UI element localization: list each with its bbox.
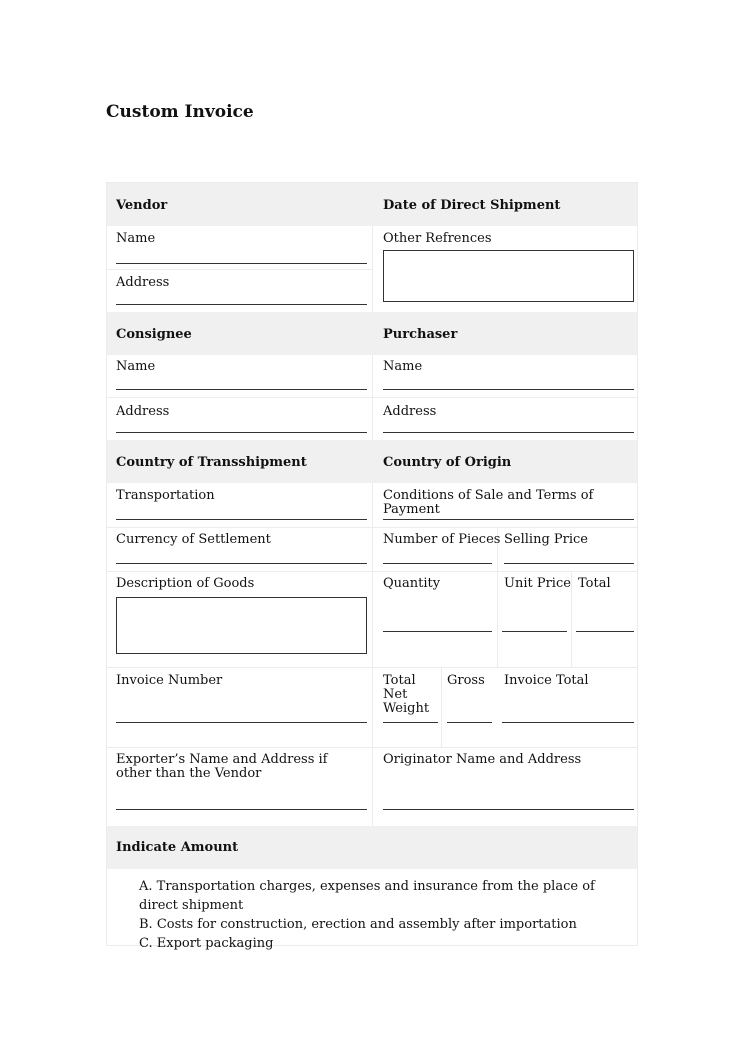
purchaser-address-field[interactable] [383,432,634,433]
total-field[interactable] [576,631,634,632]
consignee-address-field[interactable] [116,432,367,433]
total-net-weight-field[interactable] [383,722,438,723]
column-divider [372,483,373,826]
row-divider [107,747,637,748]
amount-item-c: C. Export packaging [139,936,274,951]
number-of-pieces-field[interactable] [383,563,492,564]
conditions-of-sale-label: Conditions of Sale and Terms of Payment [383,488,594,517]
amount-item-a: A. Transportation charges, expenses and insurance from the place of direct shipment [139,879,595,913]
originator-name-address-field[interactable] [383,809,634,810]
purchaser-address-label: Address [383,404,437,419]
quantity-label: Quantity [383,576,441,591]
description-goods-field[interactable] [116,597,367,654]
row-divider [107,667,637,668]
exporter-name-address-field[interactable] [116,809,367,810]
column-divider [497,527,498,667]
vendor-address-label: Address [116,275,170,290]
purchaser-heading: Purchaser [383,327,458,342]
row-divider [107,527,637,528]
invoice-number-field[interactable] [116,722,367,723]
selling-price-label: Selling Price [504,532,588,547]
column-divider [372,226,373,312]
invoice-form [106,182,638,951]
purchaser-name-field[interactable] [383,389,634,390]
column-divider [441,667,442,747]
unit-price-field[interactable] [502,631,567,632]
row-divider [107,269,372,270]
selling-price-field[interactable] [504,563,634,564]
column-divider [571,571,572,667]
currency-settlement-label: Currency of Settlement [116,532,271,547]
other-references-field[interactable] [383,250,634,302]
gross-label: Gross [447,673,485,688]
originator-name-address-label: Originator Name and Address [383,752,582,767]
indicate-amount-heading: Indicate Amount [116,840,239,855]
consignee-name-field[interactable] [116,389,367,390]
other-references-label: Other Refrences [383,231,492,246]
row-divider [107,571,637,572]
country-origin-heading: Country of Origin [383,455,512,470]
country-transshipment-heading: Country of Transshipment [116,455,307,470]
consignee-heading: Consignee [116,327,192,342]
invoice-total-field[interactable] [502,722,634,723]
page-title: Custom Invoice [106,102,254,122]
number-of-pieces-label: Number of Pieces [383,532,501,547]
consignee-name-label: Name [116,359,156,374]
amount-item-b: B. Costs for construction, erection and assembly after importation [139,917,577,932]
vendor-name-label: Name [116,231,156,246]
exporter-name-address-label: Exporter’s Name and Address if other than the Vendor [116,752,328,781]
description-goods-label: Description of Goods [116,576,255,591]
total-net-weight-label: Total Net Weight [383,673,430,716]
consignee-address-label: Address [116,404,170,419]
transportation-label: Transportation [116,488,215,503]
quantity-field[interactable] [383,631,492,632]
conditions-of-sale-field[interactable] [383,519,634,520]
invoice-total-label: Invoice Total [504,673,589,688]
purchaser-name-label: Name [383,359,423,374]
date-shipment-heading: Date of Direct Shipment [383,198,561,213]
unit-price-label: Unit Price [504,576,571,591]
row-divider [107,397,637,398]
amount-list [139,877,637,953]
vendor-address-field[interactable] [116,304,367,305]
vendor-name-field[interactable] [116,263,367,264]
invoice-number-label: Invoice Number [116,673,223,688]
gross-field[interactable] [447,722,492,723]
currency-settlement-field[interactable] [116,563,367,564]
total-label: Total [578,576,611,591]
transportation-field[interactable] [116,519,367,520]
vendor-heading: Vendor [116,198,168,213]
